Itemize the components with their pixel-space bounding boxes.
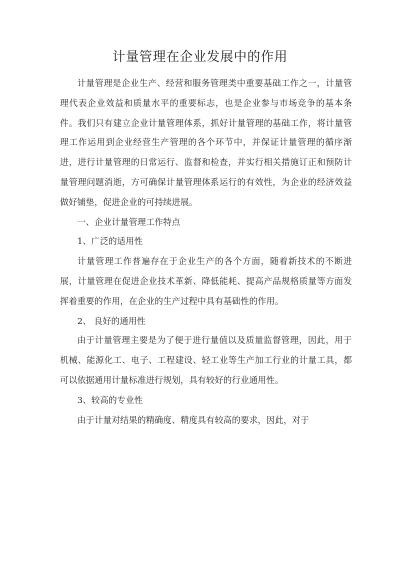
subsection-heading: 2、 良好的通用性: [77, 316, 146, 327]
subsection-heading: 3、较高的专业性: [77, 395, 143, 406]
subsection-heading: 1、广泛的适用性: [77, 237, 143, 248]
body-paragraph: 计量管理是企业生产、经营和服务管理类中重要基础工作之一，计量管理代表企业效益和质量水平的重要标志，也是企业参与市场竞争的基本条件。我们只有建立企业计量管理体系，抓好计量管理的基础工作，将计量管理工作运用到企业经营生产管理的各个环节中，并保证计量管理的循序渐进，进行计量管理的日常运行、监督和检查，并实行相关措施订正和预防计量管理问题消逝，方可确保计量管理体系运行的有效性，为企业的经济效益做好铺垫，促进企业的可持续进展。: [60, 79, 352, 208]
document-body: [60, 75, 352, 431]
body-paragraph: 由于计量对结果的精确度、精度具有较高的要求，因此，对于: [77, 415, 310, 426]
document-title: 计量管理在企业发展中的作用: [112, 50, 288, 65]
section-heading: 一、企业计量管理工作特点: [77, 217, 181, 228]
body-paragraph: 计量管理工作普遍存在于企业生产的各个方面，随着新技术的不断进展，计量管理在促进企业技术革新、降低能耗、提高产品规格质量等方面发挥着重要的作用，在企业的生产过程中具有基础性的作用。: [60, 257, 352, 307]
body-paragraph: 由于计量管理主要是为了便于进行量值以及质量监督管理，因此，用于机械、能源化工、电子、工程建设、轻工业等生产加工行业的计量工具，都可以依据通用计量标准进行规划，具有较好的行业通用性。: [60, 336, 352, 386]
